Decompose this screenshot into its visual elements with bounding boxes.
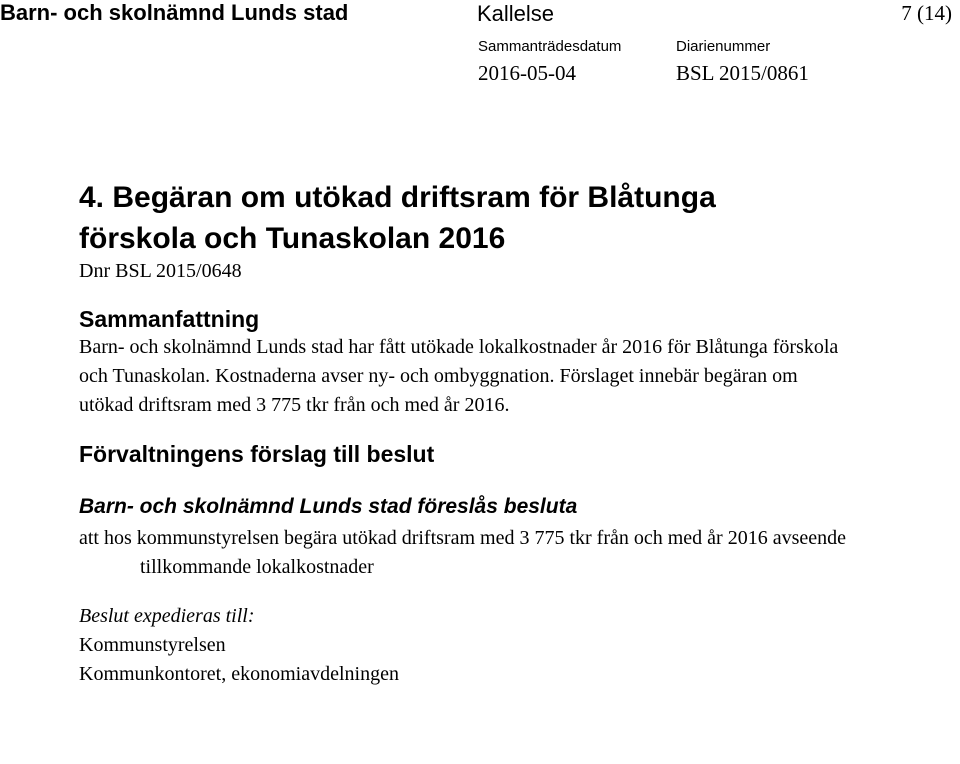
meeting-date: 2016-05-04 — [478, 61, 576, 85]
distribution-label: Beslut expedieras till: — [79, 605, 255, 627]
summary-text: Barn- och skolnämnd Lunds stad har fått utökade lokalkostnader år 2016 för Blåtunga förskola och Tunaskolan. Kostnaderna avser ny- och ombyggnation. Förslaget innebär begäran om utökad driftsram med 3 775 tkr från och med år 2016. — [79, 336, 839, 416]
item-dnr: Dnr BSL 2015/0648 — [79, 260, 242, 282]
meeting-date-label: Sammanträdesdatum — [478, 38, 622, 55]
summary-heading: Sammanfattning — [79, 306, 260, 332]
distribution-recipient: Kommunkontoret, ekonomiavdelningen — [79, 663, 399, 685]
distribution-recipient: Kommunstyrelsen — [79, 634, 226, 656]
organization-name: Barn- och skolnämnd Lunds stad — [0, 0, 349, 25]
registry-number: BSL 2015/0861 — [676, 61, 809, 85]
document-type: Kallelse — [477, 1, 555, 26]
agenda-item — [79, 177, 879, 689]
item-title — [79, 177, 879, 259]
item-title-line-1: 4. Begäran om utökad driftsram för Blåtunga — [79, 181, 716, 214]
item-title-line-2: förskola och Tunaskolan 2016 — [79, 222, 506, 255]
page-number: 7 (14) — [901, 1, 952, 25]
proposal-heading: Förvaltningens förslag till beslut — [79, 441, 435, 467]
registry-number-label: Diarienummer — [676, 38, 771, 55]
proposal-subheading: Barn- och skolnämnd Lunds stad föreslås besluta — [79, 495, 578, 518]
decision-text: att hos kommunstyrelsen begära utökad driftsram med 3 775 tkr från och med år 2016 avseende tillkommande lokalkostnader — [79, 527, 847, 578]
